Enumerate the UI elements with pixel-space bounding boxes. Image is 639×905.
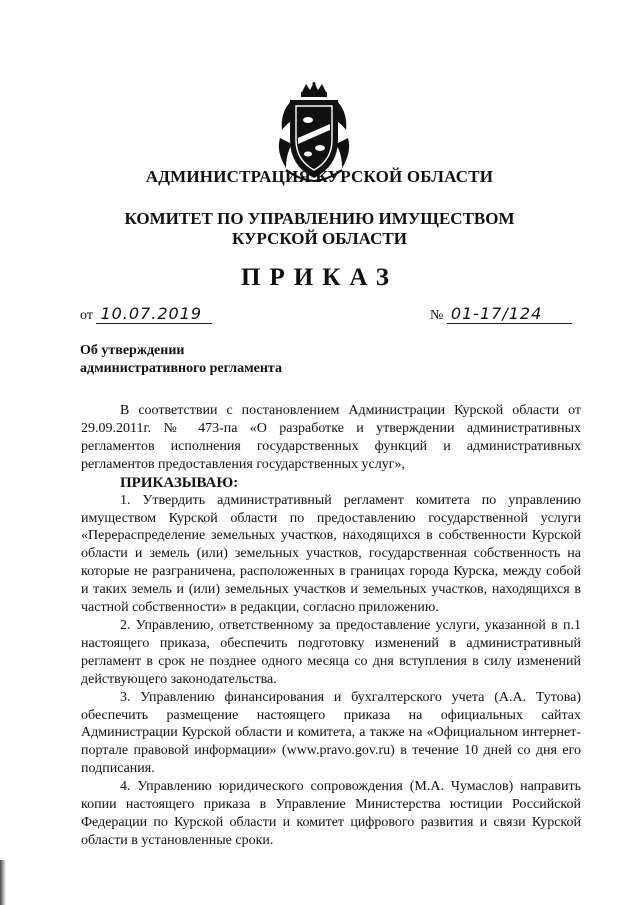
- order-date-field: [80, 304, 212, 324]
- order-item-4: 4. Управлению юридического сопровождения (М.А. Чумаслов) направить копии настоящего приказа в Управление Министерства юстиции Российской Федерации по Курской области и комитет цифрового развития и связи Курской области в установленные сроки.: [81, 779, 581, 848]
- subject-line1: Об утверждении: [80, 343, 185, 358]
- scan-edge-shadow: [0, 860, 6, 905]
- subject-line2: административного регламента: [80, 361, 282, 376]
- number-prefix: №: [430, 308, 444, 323]
- order-item-3: 3. Управлению финансирования и бухгалтерского учета (А.А. Тутова) обеспечить размещение настоящего приказа на официальных сайтах Администрации Курской области и комитета, а также на «Официальном интернет-портале правовой информации» (www.pravo.gov.ru) в течение 10 дней со дня его подписания.: [81, 689, 581, 777]
- document-type-title: ПРИКАЗ: [241, 264, 398, 291]
- order-body: [81, 402, 581, 850]
- handwritten-date: 10.07.2019: [96, 304, 212, 324]
- date-prefix: от: [80, 308, 93, 323]
- handwritten-number: 01-17/124: [447, 304, 572, 324]
- committee-title-line1: КОМИТЕТ ПО УПРАВЛЕНИЮ ИМУЩЕСТВОМ: [124, 209, 515, 228]
- order-item-2: 2. Управлению, ответственному за предоставление услуги, указанной в п.1 настоящего приказа, обеспечить подготовку изменений в административный регламент в срок не позднее одного месяца со дня вступления в силу изменений действующего законодательства.: [81, 617, 581, 687]
- order-item-1: 1. Утвердить административный регламент комитета по управлению имуществом Курской области по предоставлению государственной услуги «Перераспределение земельных участков, находящихся в собственности Курской области и земель (или) земельных участков, государственная собственность на которые не разграничена, расположенных в границах города Курска, между собой и таких земель и (или) земельных участков и земельных участков, находящихся в частной собственности» в редакции, согласно приложению.: [81, 492, 581, 616]
- intro-paragraph: В соответствии с постановлением Администрации Курской области от 29.09.2011г. № 473-па «О разработке и утверждении административных регламентов исполнения государственных функций и административных регламентов предоставления государственных услуг»,: [81, 403, 581, 472]
- committee-title-line2: КУРСКОЙ ОБЛАСТИ: [232, 229, 407, 248]
- administration-title: АДМИНИСТРАЦИЯ КУРСКОЙ ОБЛАСТИ: [145, 167, 494, 186]
- order-number-field: [430, 304, 572, 324]
- command-word: ПРИКАЗЫВАЮ:: [120, 474, 239, 491]
- order-subject: [80, 342, 282, 378]
